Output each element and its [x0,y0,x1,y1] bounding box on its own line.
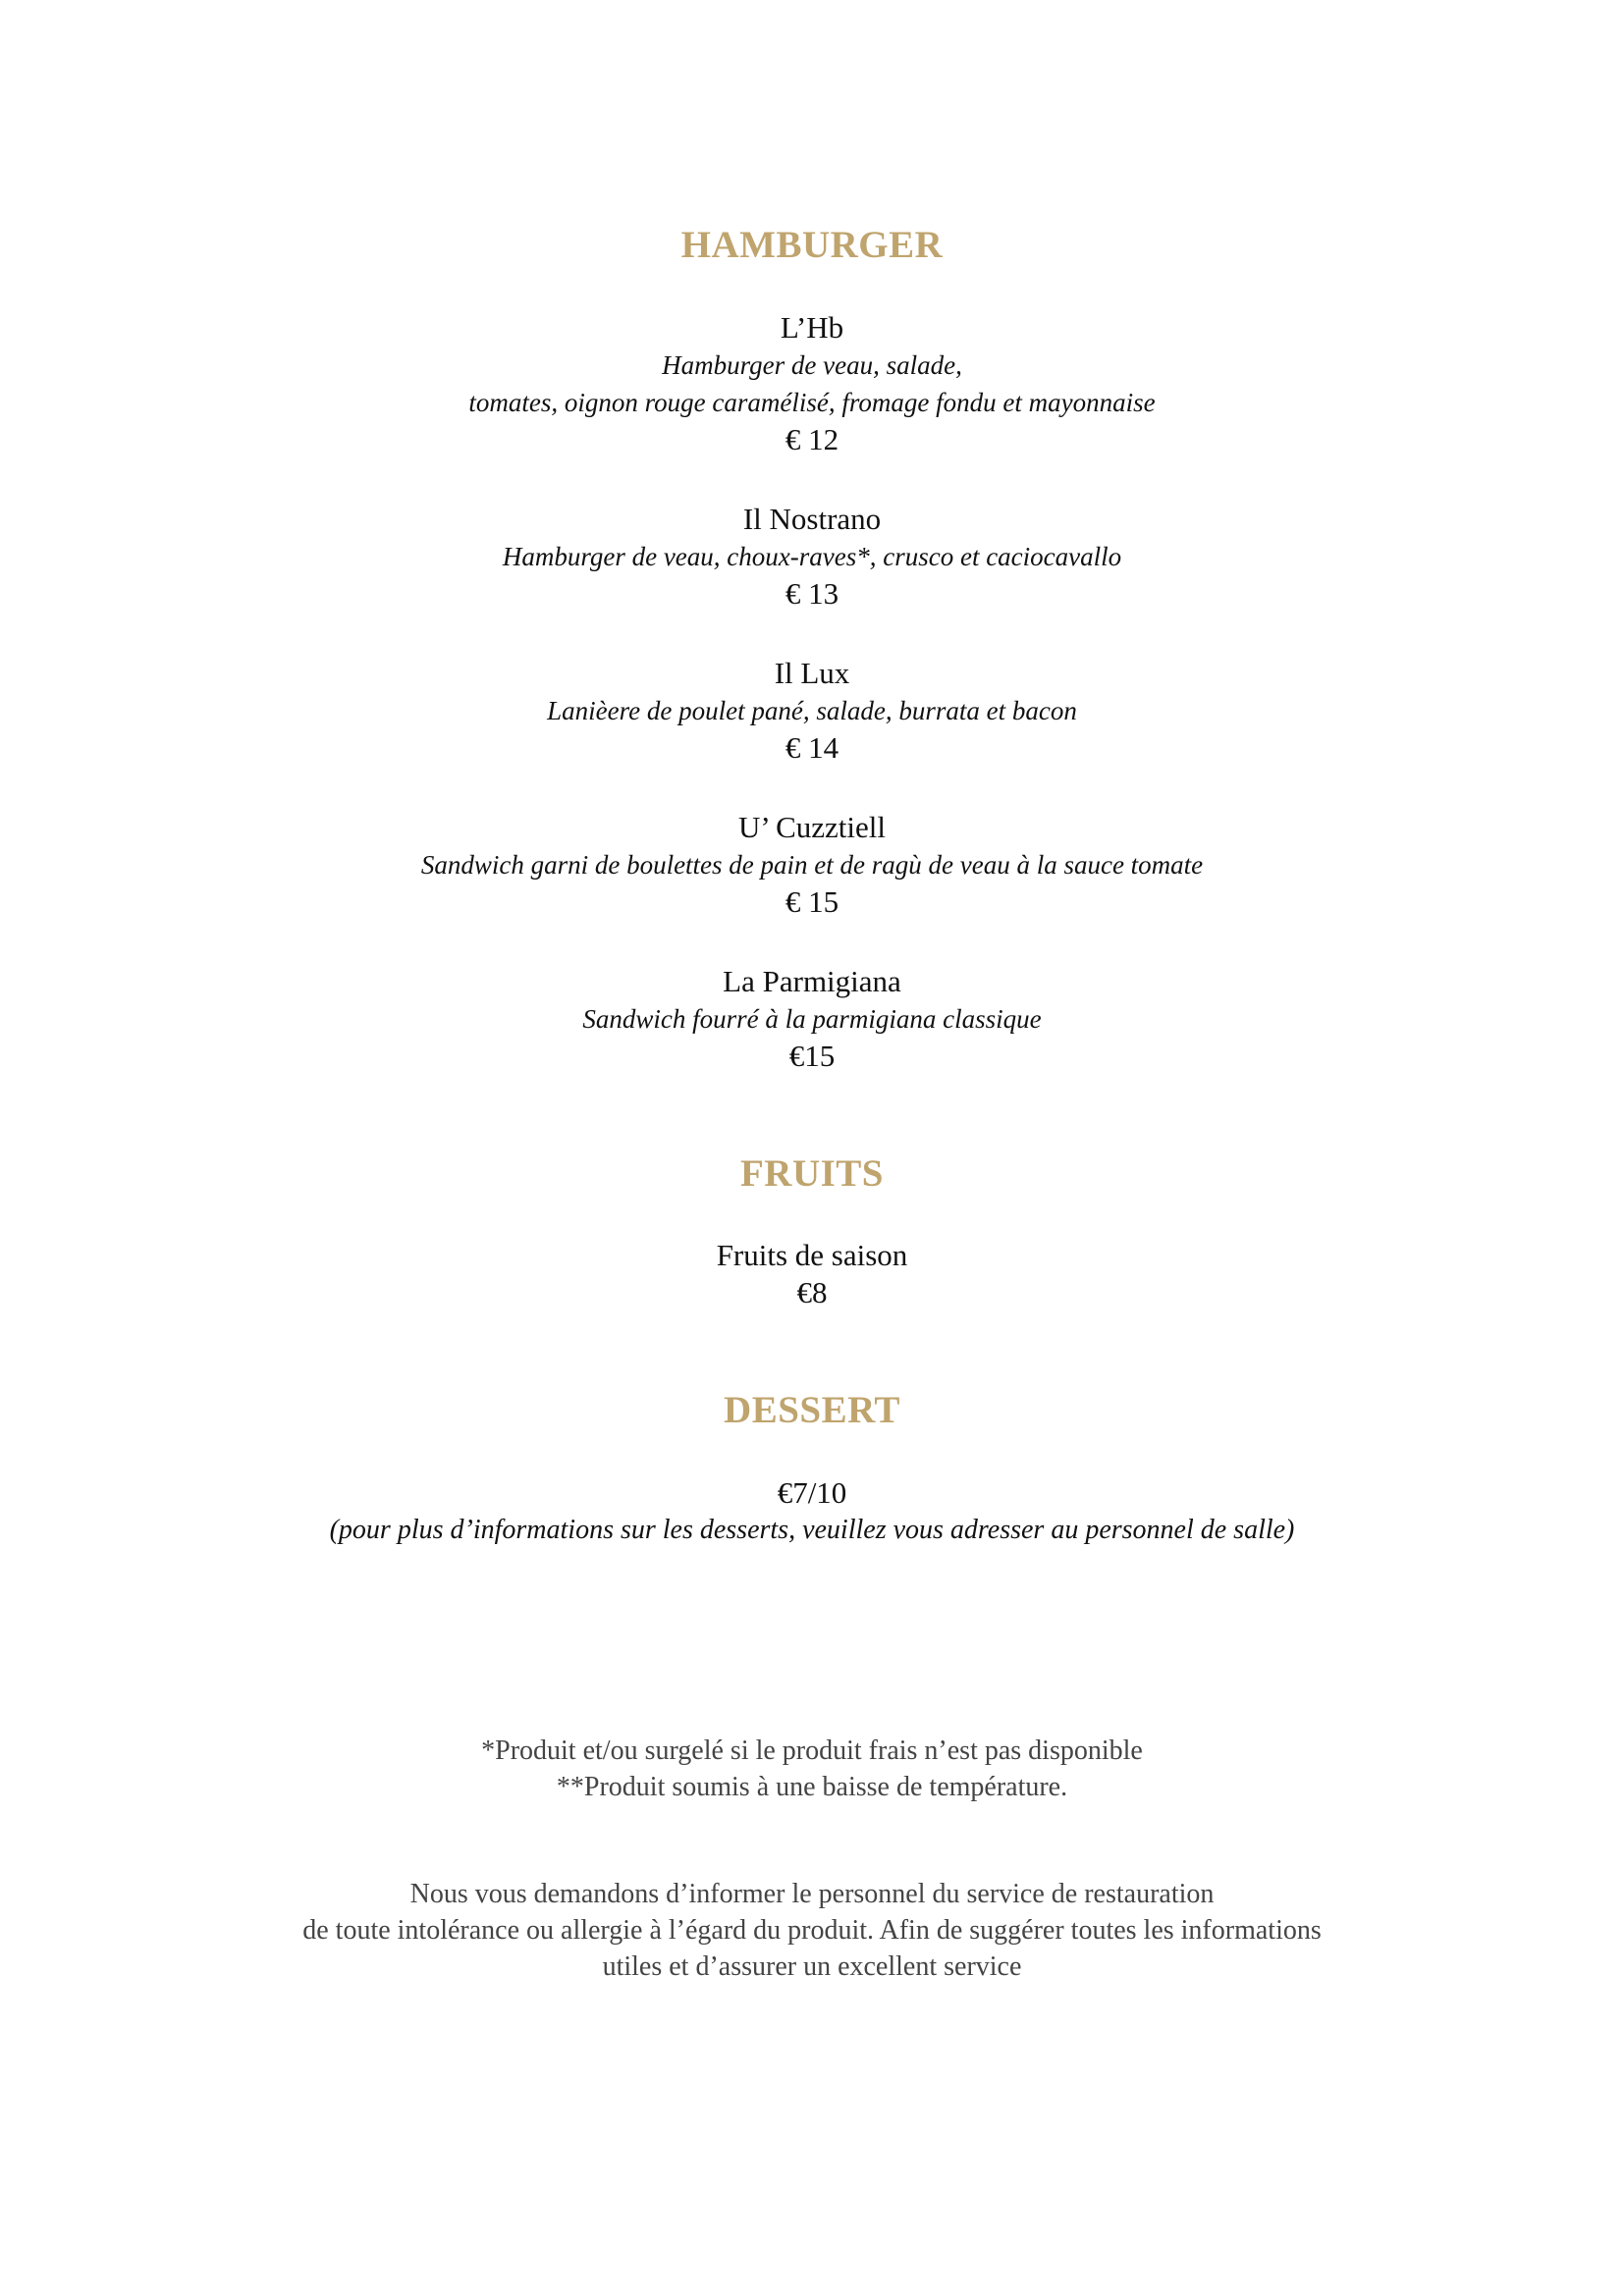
menu-item-u-cuzztiell [0,809,1624,921]
item-name: Il Lux [774,656,850,690]
item-price: € 12 [785,422,839,456]
section-title-fruits: FRUITS [739,1152,885,1195]
menu-item-fruits-de-saison [0,1237,1624,1311]
item-price: € 13 [785,576,839,611]
dessert-info-note: (pour plus d’informations sur les desserts, veuillez vous adresser au personnel de salle) [329,1515,1295,1545]
item-name: Il Nostrano [742,502,882,536]
item-price: €15 [788,1039,836,1073]
item-price: € 14 [785,730,839,765]
item-description-line: Sandwich garni de boulettes de pain et de ragù de veau à la sauce tomate [420,850,1204,880]
footnotes [0,1733,1624,1805]
item-description-line: Hamburger de veau, choux-raves*, crusco et caciocavallo [502,542,1122,571]
allergy-notice-line: utiles et d’assurer un excellent service [602,1951,1022,1982]
item-name: U’ Cuzztiell [737,810,887,844]
allergy-notice-line: Nous vous demandons d’informer le personnel du service de restauration [409,1879,1215,1909]
item-name: Fruits de saison [716,1238,908,1272]
item-name: L’Hb [780,310,844,345]
item-description-line: Lanièere de poulet pané, salade, burrata et bacon [547,696,1077,725]
menu-item-il-nostrano [0,501,1624,613]
allergy-notice [0,1876,1624,1985]
menu-item-il-lux [0,655,1624,767]
item-price: € 15 [785,884,839,919]
section-title-dessert: DESSERT [724,1389,900,1431]
item-description-line: Hamburger de veau, salade, [662,350,962,380]
item-price: €7/10 [777,1475,847,1510]
section-title-hamburger: HAMBURGER [680,224,944,266]
item-description-line: tomates, oignon rouge caramélisé, fromage fondu et mayonnaise [468,388,1156,417]
footnote-line: *Produit et/ou surgelé si le produit frais n’est pas disponible [481,1735,1143,1766]
footnote-line: **Produit soumis à une baisse de température. [556,1772,1068,1802]
menu-item-la-parmigiana [0,963,1624,1075]
item-description-line: Sandwich fourré à la parmigiana classique [582,1004,1042,1034]
item-price: €8 [796,1275,828,1309]
menu-item-lhb [0,309,1624,458]
item-name: La Parmigiana [723,964,901,998]
menu-item-dessert [0,1474,1624,1549]
allergy-notice-line: de toute intolérance ou allergie à l’égard du produit. Afin de suggérer toutes les informations [302,1915,1322,1946]
